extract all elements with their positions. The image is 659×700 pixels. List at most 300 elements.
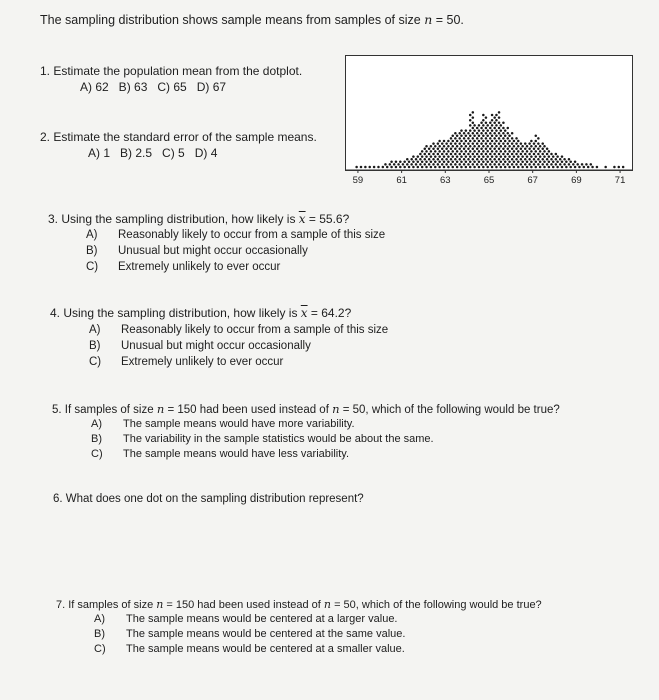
dot: [364, 166, 367, 169]
dot: [425, 166, 428, 169]
dot: [437, 153, 440, 156]
dot: [480, 122, 483, 125]
dot: [561, 155, 564, 158]
q4-question: [50, 306, 351, 320]
dot: [508, 150, 511, 153]
dot: [452, 150, 455, 153]
dot: [485, 116, 488, 119]
dot: [539, 155, 542, 158]
dot: [569, 161, 572, 164]
dot: [430, 161, 433, 164]
dot: [530, 166, 533, 169]
dot: [495, 124, 498, 127]
dot: [502, 153, 505, 156]
dot: [491, 119, 494, 122]
dot: [485, 163, 488, 166]
dot: [528, 158, 531, 161]
dot: [486, 135, 489, 138]
dot: [493, 158, 496, 161]
dot: [491, 124, 494, 127]
dot: [548, 166, 551, 169]
dot: [421, 166, 424, 169]
q7-option-c[interactable]: [94, 643, 405, 655]
q7-mid: = 150 had been used instead of: [163, 599, 324, 611]
dot: [482, 114, 485, 117]
dot: [460, 135, 463, 138]
intro-pre: The sampling distribution shows sample means from samples of size: [40, 13, 425, 27]
dot: [447, 145, 450, 148]
dot: [425, 161, 428, 164]
dot: [556, 161, 559, 164]
dot: [489, 148, 492, 151]
tick-label: 65: [483, 175, 495, 185]
dot: [399, 166, 402, 169]
dot: [495, 114, 498, 117]
dot: [515, 148, 518, 151]
dot: [493, 132, 496, 135]
dot: [530, 150, 533, 153]
dot: [473, 150, 476, 153]
dot: [513, 161, 516, 164]
dot: [456, 140, 459, 143]
dot: [591, 166, 594, 169]
q1-choices[interactable]: A) 62 B) 63 C) 65 D) 67: [80, 80, 227, 94]
dot: [469, 155, 472, 158]
dot: [373, 166, 376, 169]
dot: [498, 122, 501, 125]
dot: [541, 148, 544, 151]
dot: [482, 145, 485, 148]
dot: [500, 145, 503, 148]
dot: [454, 153, 457, 156]
dot: [456, 145, 459, 148]
dot: [511, 148, 514, 151]
dot: [502, 163, 505, 166]
q3-option-a-letter: A): [86, 229, 98, 241]
dot: [485, 148, 488, 151]
dot: [473, 155, 476, 158]
dot: [472, 148, 475, 151]
dot: [434, 150, 437, 153]
dot: [508, 161, 511, 164]
dot: [390, 166, 393, 169]
dot: [463, 153, 466, 156]
q1-question: 1. Estimate the population mean from the dotplot.: [40, 64, 303, 78]
dot: [504, 155, 507, 158]
dot: [541, 153, 544, 156]
dot: [555, 163, 558, 166]
dot: [520, 163, 523, 166]
dot: [458, 148, 461, 151]
dot: [438, 145, 441, 148]
dot: [528, 153, 531, 156]
dot: [473, 145, 476, 148]
dot: [530, 155, 533, 158]
dot: [515, 163, 518, 166]
dot: [507, 153, 510, 156]
dot: [469, 114, 472, 117]
dot: [472, 116, 475, 119]
dot: [355, 166, 358, 169]
q4-option-b-text: Unusual but might occur occasionally: [121, 340, 311, 352]
dot: [469, 145, 472, 148]
dot: [445, 148, 448, 151]
dot: [504, 166, 507, 169]
dot: [513, 155, 516, 158]
dot: [419, 163, 422, 166]
dot: [452, 145, 455, 148]
dot: [498, 132, 501, 135]
dot: [480, 142, 483, 145]
dot: [428, 163, 431, 166]
dot: [467, 132, 470, 135]
dot: [530, 145, 533, 148]
dot: [498, 127, 501, 130]
dot: [502, 132, 505, 135]
dot: [393, 163, 396, 166]
dot: [561, 161, 564, 164]
dot: [441, 142, 444, 145]
dot: [465, 150, 468, 153]
dot: [493, 116, 496, 119]
dot: [500, 135, 503, 138]
dot: [590, 163, 593, 166]
dot: [480, 132, 483, 135]
dot: [604, 166, 607, 169]
q7-option-b[interactable]: [94, 628, 405, 640]
dot: [443, 155, 446, 158]
dot: [472, 142, 475, 145]
dot: [408, 166, 411, 169]
dot: [515, 137, 518, 140]
q7-option-b-letter: B): [94, 628, 105, 640]
dot: [548, 155, 551, 158]
dot: [502, 127, 505, 130]
dot: [460, 155, 463, 158]
q2-choices[interactable]: A) 1 B) 2.5 C) 5 D) 4: [88, 146, 218, 160]
dot: [441, 163, 444, 166]
dot: [386, 166, 389, 169]
dot: [482, 129, 485, 132]
dot: [467, 142, 470, 145]
dotplot-chart: [345, 55, 633, 185]
dot: [456, 161, 459, 164]
q4-option-c[interactable]: [89, 356, 283, 368]
dot: [541, 158, 544, 161]
dot: [504, 145, 507, 148]
dot: [472, 127, 475, 130]
dot: [498, 111, 501, 114]
dot: [482, 155, 485, 158]
dot: [504, 161, 507, 164]
dot: [419, 153, 422, 156]
dot: [417, 161, 420, 164]
dot: [491, 145, 494, 148]
dot: [524, 148, 527, 151]
dot: [437, 148, 440, 151]
dot: [498, 142, 501, 145]
dot: [517, 155, 520, 158]
dot: [467, 163, 470, 166]
tick-label: 67: [527, 175, 538, 185]
dot: [500, 161, 503, 164]
dot: [508, 135, 511, 138]
dot: [410, 163, 413, 166]
dot: [561, 166, 564, 169]
dot: [469, 135, 472, 138]
dot: [511, 153, 514, 156]
dot: [480, 137, 483, 140]
dot: [482, 166, 485, 169]
dot: [480, 127, 483, 130]
dot: [428, 148, 431, 151]
q4-option-a-text: Reasonably likely to occur from a sample of this size: [121, 324, 389, 336]
dot: [511, 132, 514, 135]
dot: [482, 140, 485, 143]
q3-pre: 3. Using the sampling distribution, how likely is: [48, 212, 299, 226]
dot: [543, 155, 546, 158]
dot: [524, 158, 527, 161]
dot: [500, 150, 503, 153]
dot: [443, 161, 446, 164]
dot: [441, 153, 444, 156]
dot: [472, 132, 475, 135]
dot: [443, 145, 446, 148]
dot: [552, 166, 555, 169]
q3-option-b[interactable]: [86, 245, 308, 257]
dot: [421, 150, 424, 153]
dot: [465, 166, 468, 169]
dot: [539, 161, 542, 164]
dot: [507, 127, 510, 130]
dot: [447, 150, 450, 153]
dot: [437, 142, 440, 145]
q5-option-a[interactable]: [91, 418, 355, 430]
dot: [500, 155, 503, 158]
q3-option-a-text: Reasonably likely to occur from a sample of this size: [118, 229, 386, 241]
dot: [465, 129, 468, 132]
dot: [438, 155, 441, 158]
dot: [395, 166, 398, 169]
q7-question: [56, 598, 542, 611]
q3-option-b-letter: B): [86, 245, 98, 257]
dot: [478, 124, 481, 127]
dot: [537, 158, 540, 161]
dot: [491, 150, 494, 153]
dot: [486, 129, 489, 132]
q5-mid: = 150 had been used instead of: [164, 404, 333, 416]
dot: [478, 129, 481, 132]
dot: [469, 161, 472, 164]
dot: [425, 155, 428, 158]
q7-option-a-letter: A): [94, 613, 105, 625]
dot: [541, 163, 544, 166]
dot: [550, 163, 553, 166]
dot: [469, 166, 472, 169]
dot: [454, 137, 457, 140]
dot: [437, 158, 440, 161]
dot: [428, 158, 431, 161]
dot: [537, 148, 540, 151]
q3-option-c-letter: C): [86, 261, 99, 273]
dot: [537, 137, 540, 140]
dot: [458, 142, 461, 145]
dot: [491, 155, 494, 158]
dot: [546, 153, 549, 156]
dot: [406, 163, 409, 166]
dot: [489, 142, 492, 145]
dot: [511, 142, 514, 145]
q7-option-c-text: The sample means would be centered at a smaller value.: [126, 643, 405, 655]
dot: [447, 166, 450, 169]
dot: [485, 137, 488, 140]
dot: [521, 155, 524, 158]
dot: [507, 148, 510, 151]
dot: [546, 163, 549, 166]
dot: [403, 166, 406, 169]
q4-option-b[interactable]: [89, 340, 311, 352]
dot: [463, 148, 466, 151]
dot: [454, 148, 457, 151]
dot: [513, 140, 516, 143]
dot: [493, 148, 496, 151]
dot: [559, 158, 562, 161]
dot: [504, 135, 507, 138]
dot: [495, 161, 498, 164]
dot: [430, 155, 433, 158]
dot: [563, 158, 566, 161]
dot: [535, 161, 538, 164]
dot: [384, 163, 387, 166]
dot: [622, 166, 625, 169]
dot: [578, 166, 581, 169]
dot: [478, 155, 481, 158]
dot: [456, 135, 459, 138]
dot: [430, 166, 433, 169]
dot: [489, 122, 492, 125]
dot: [399, 161, 402, 164]
dot: [550, 158, 553, 161]
dot: [428, 153, 431, 156]
dot: [415, 158, 418, 161]
dot: [520, 148, 523, 151]
dot: [524, 142, 527, 145]
dot: [485, 127, 488, 130]
dotplot-frame: [346, 56, 633, 171]
dot: [476, 142, 479, 145]
dot: [473, 140, 476, 143]
dot: [498, 148, 501, 151]
q3-option-a[interactable]: [86, 229, 385, 241]
dot: [424, 158, 427, 161]
dot: [412, 161, 415, 164]
dot: [486, 124, 489, 127]
dot: [526, 145, 529, 148]
dot: [493, 122, 496, 125]
dot: [465, 155, 468, 158]
dot: [480, 158, 483, 161]
dot: [443, 150, 446, 153]
dot: [493, 142, 496, 145]
dot: [368, 166, 371, 169]
dot: [489, 153, 492, 156]
q4-option-a[interactable]: [89, 324, 388, 336]
dot: [500, 124, 503, 127]
tick-label: 71: [614, 175, 626, 185]
dot: [498, 158, 501, 161]
q4-post: = 64.2?: [307, 306, 352, 320]
q5-option-a-text: The sample means would have more variability.: [123, 418, 355, 430]
dot: [476, 137, 479, 140]
dot: [452, 155, 455, 158]
dot: [443, 166, 446, 169]
dot: [502, 158, 505, 161]
q3-question: [48, 212, 349, 226]
dot: [515, 142, 518, 145]
dot: [486, 161, 489, 164]
dot: [537, 163, 540, 166]
dot: [493, 163, 496, 166]
dot: [472, 153, 475, 156]
q5-var-n1: n: [156, 402, 165, 416]
dot: [495, 135, 498, 138]
dot: [482, 124, 485, 127]
dot: [452, 140, 455, 143]
dot: [513, 166, 516, 169]
dot: [447, 155, 450, 158]
q7-option-a[interactable]: [94, 613, 398, 625]
dot: [406, 158, 409, 161]
dot: [425, 145, 428, 148]
dot: [502, 148, 505, 151]
q5-option-c[interactable]: [91, 448, 349, 460]
dot: [569, 166, 572, 169]
dot: [565, 166, 568, 169]
q7-option-c-letter: C): [94, 643, 106, 655]
dot: [485, 142, 488, 145]
dot: [486, 150, 489, 153]
dot: [424, 148, 427, 151]
dot: [543, 145, 546, 148]
dot: [507, 163, 510, 166]
dot: [456, 166, 459, 169]
q5-option-b-letter: B): [91, 433, 102, 445]
dot: [482, 135, 485, 138]
dot: [480, 148, 483, 151]
dot: [472, 137, 475, 140]
dot: [467, 148, 470, 151]
dot: [508, 140, 511, 143]
tick-label: 63: [440, 175, 451, 185]
dot: [454, 142, 457, 145]
dot: [424, 163, 427, 166]
q5-option-b[interactable]: [91, 433, 434, 445]
dot: [491, 166, 494, 169]
dot: [465, 161, 468, 164]
dot: [410, 158, 413, 161]
dot: [425, 150, 428, 153]
dot: [417, 166, 420, 169]
dot: [438, 166, 441, 169]
q3-option-c[interactable]: [86, 261, 280, 273]
q4-option-c-letter: C): [89, 356, 102, 368]
dot: [473, 135, 476, 138]
dot: [517, 166, 520, 169]
dot: [535, 150, 538, 153]
dot: [526, 155, 529, 158]
dot: [541, 142, 544, 145]
dot: [419, 158, 422, 161]
